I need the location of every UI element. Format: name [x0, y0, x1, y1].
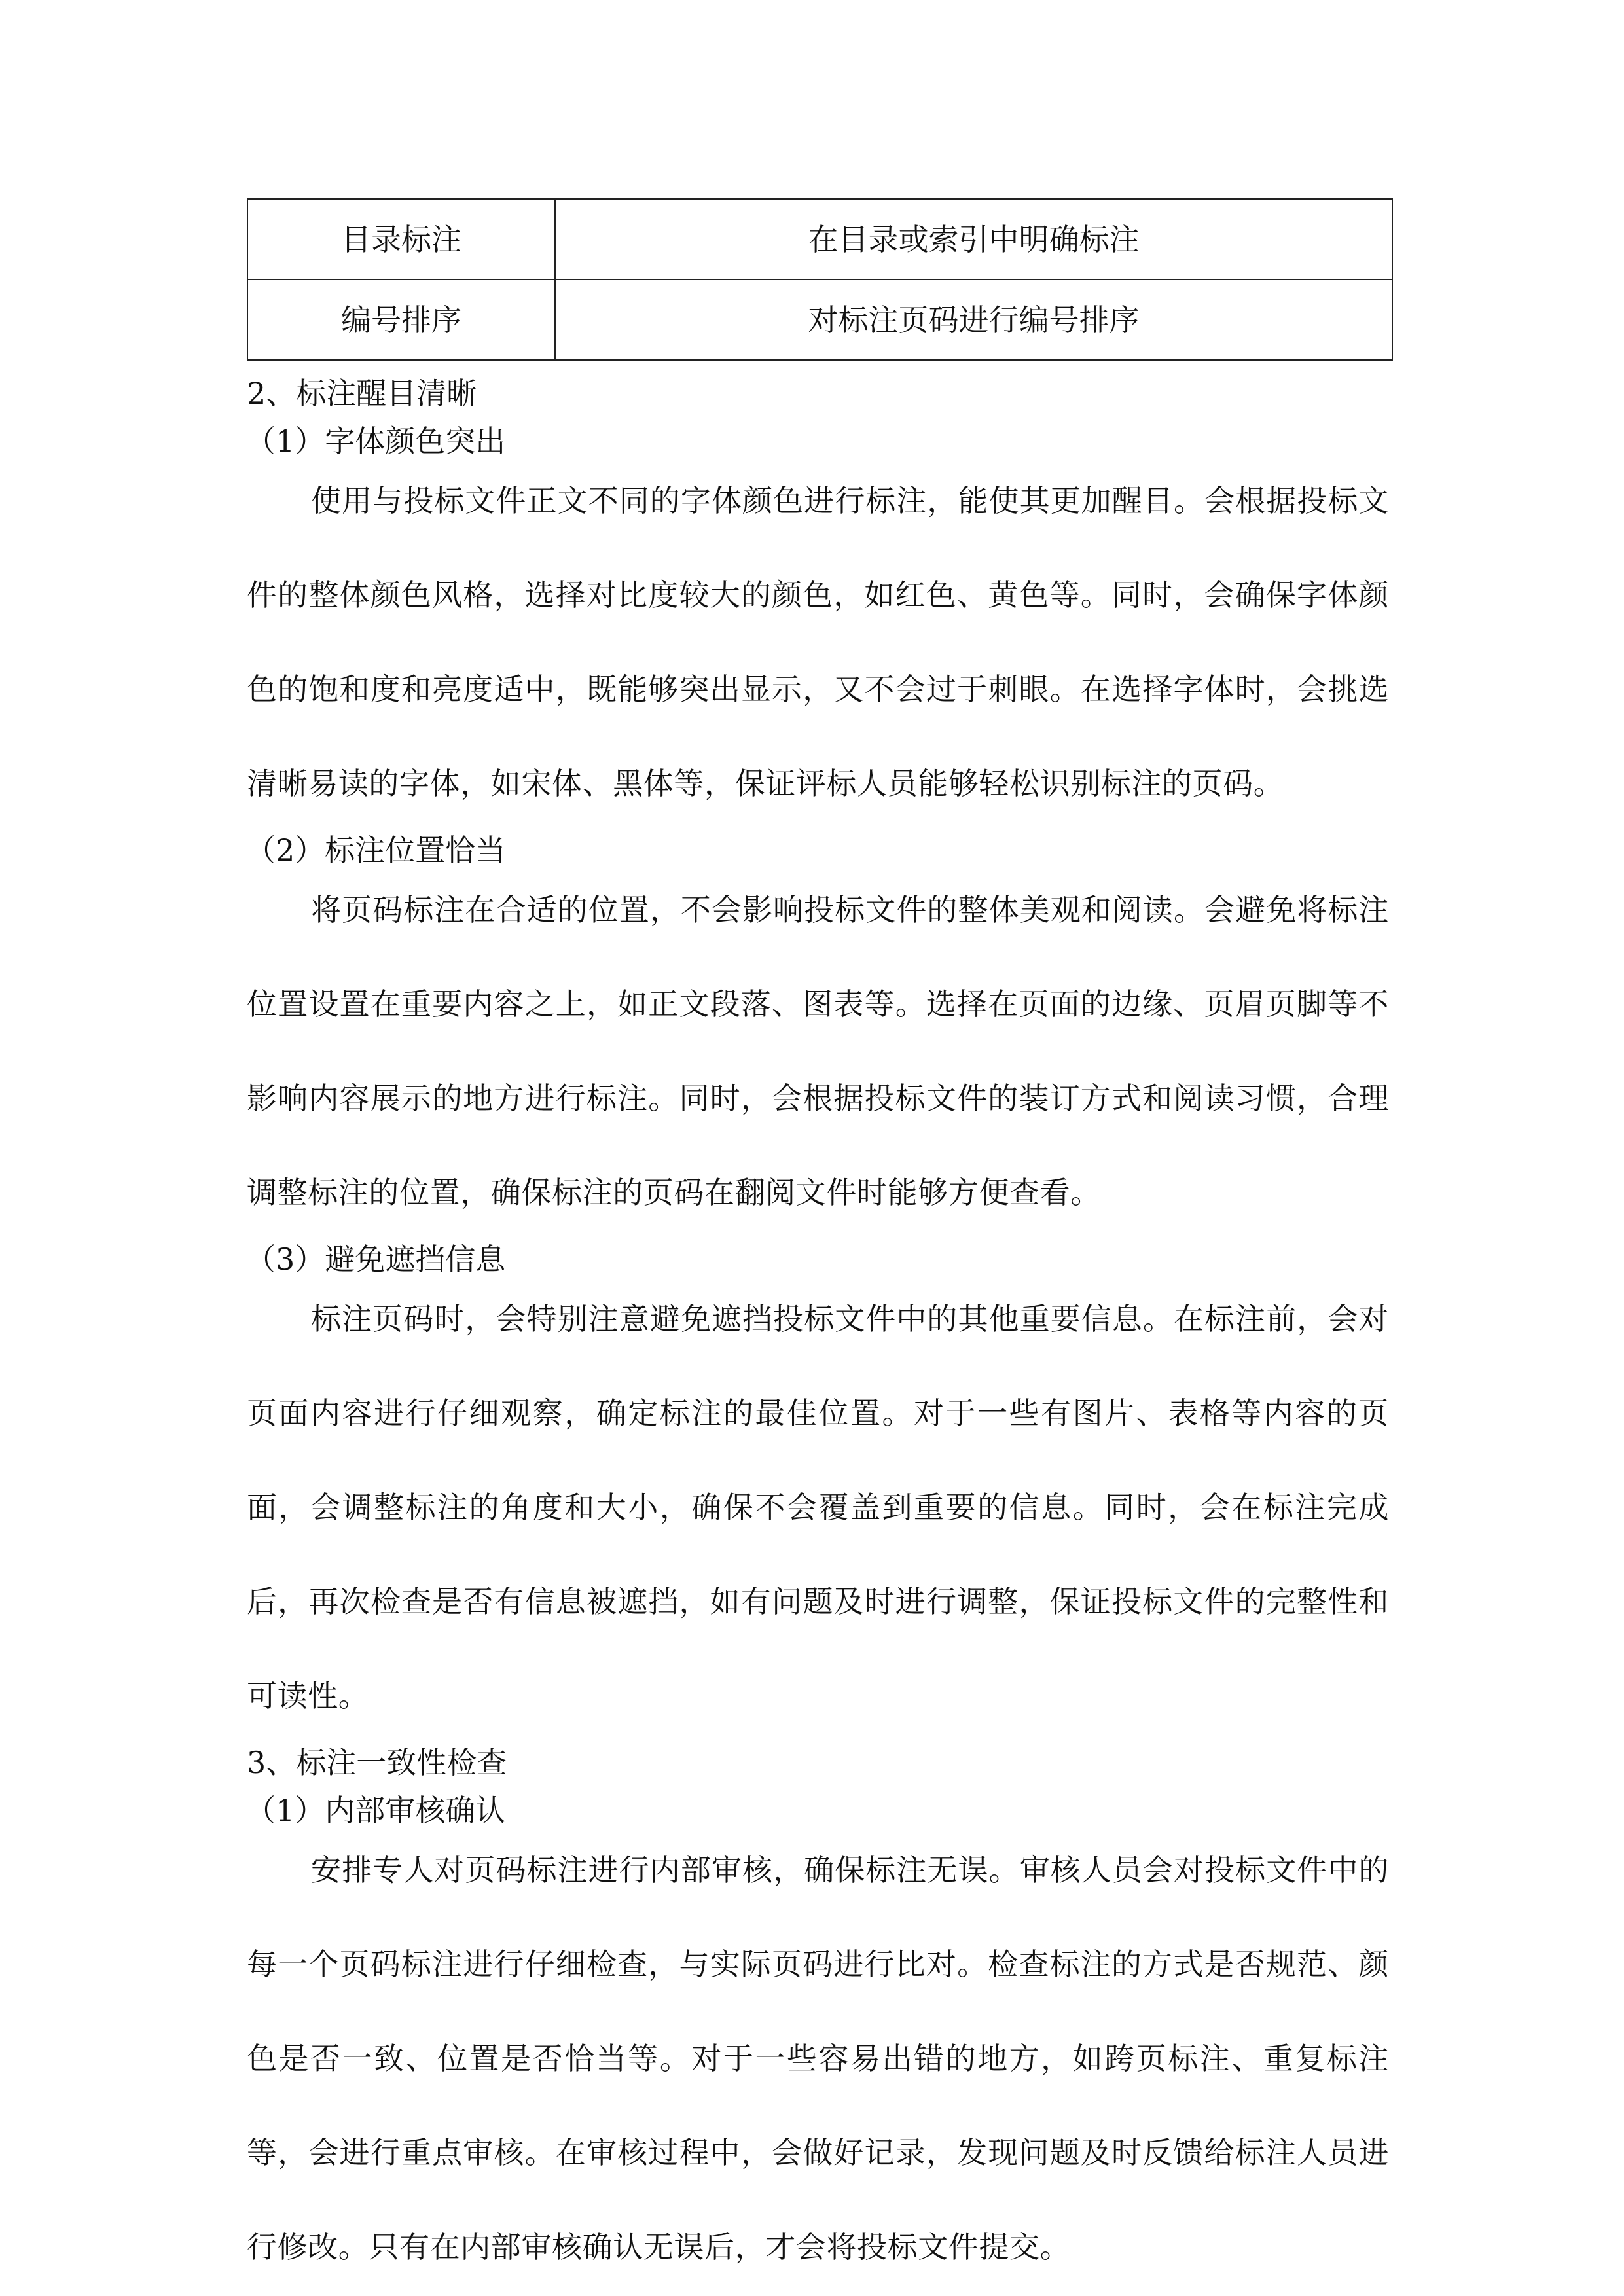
section	[247, 1739, 1389, 2294]
paragraph: 使用与投标文件正文不同的字体颜色进行标注，能使其更加醒目。会根据投标文件的整体颜色风格，选择对比度较大的颜色，如红色、黄色等。同时，会确保字体颜色的饱和度和亮度适中，既能够突出显示，又不会过于刺眼。在选择字体时，会挑选清晰易读的字体，如宋体、黑体等，保证评标人员能够轻松识别标注的页码。	[247, 483, 1389, 801]
table-row	[247, 279, 1392, 360]
section-heading: 3、标注一致性检查	[247, 1745, 507, 1780]
subsection-title: （2）标注位置恰当	[245, 833, 506, 868]
table-cell-desc: 对标注页码进行编号排序	[555, 279, 1392, 360]
page-content	[247, 198, 1389, 2294]
subsection-title: （3）避免遮挡信息	[245, 1242, 506, 1277]
paragraph: 标注页码时，会特别注意避免遮挡投标文件中的其他重要信息。在标注前，会对页面内容进行仔细观察，确定标注的最佳位置。对于一些有图片、表格等内容的页面，会调整标注的角度和大小，确保不会覆盖到重要的信息。同时，会在标注完成后，再次检查是否有信息被遮挡，如有问题及时进行调整，保证投标文件的完整性和可读性。	[247, 1301, 1389, 1713]
paragraph: 将页码标注在合适的位置，不会影响投标文件的整体美观和阅读。会避免将标注位置设置在重要内容之上，如正文段落、图表等。选择在页面的边缘、页眉页脚等不影响内容展示的地方进行标注。同时，会根据投标文件的装订方式和阅读习惯，合理调整标注的位置，确保标注的页码在翻阅文件时能够方便查看。	[247, 892, 1389, 1210]
table-cell-desc: 在目录或索引中明确标注	[555, 199, 1392, 279]
paragraph: 安排专人对页码标注进行内部审核，确保标注无误。审核人员会对投标文件中的每一个页码标注进行仔细检查，与实际页码进行比对。检查标注的方式是否规范、颜色是否一致、位置是否恰当等。对于一些容易出错的地方，如跨页标注、重复标注等，会进行重点审核。在审核过程中，会做好记录，发现问题及时反馈给标注人员进行修改。只有在内部审核确认无误后，才会将投标文件提交。	[247, 1852, 1389, 2265]
section	[247, 370, 1389, 1743]
table-row	[247, 199, 1392, 279]
page-marking-table	[247, 198, 1393, 361]
table-cell-label: 编号排序	[247, 279, 555, 360]
subsection-title: （1）内部审核确认	[245, 1793, 506, 1828]
subsection-title: （1）字体颜色突出	[245, 423, 506, 459]
section-heading: 2、标注醒目清晰	[247, 376, 477, 411]
table-cell-label: 目录标注	[247, 199, 555, 279]
